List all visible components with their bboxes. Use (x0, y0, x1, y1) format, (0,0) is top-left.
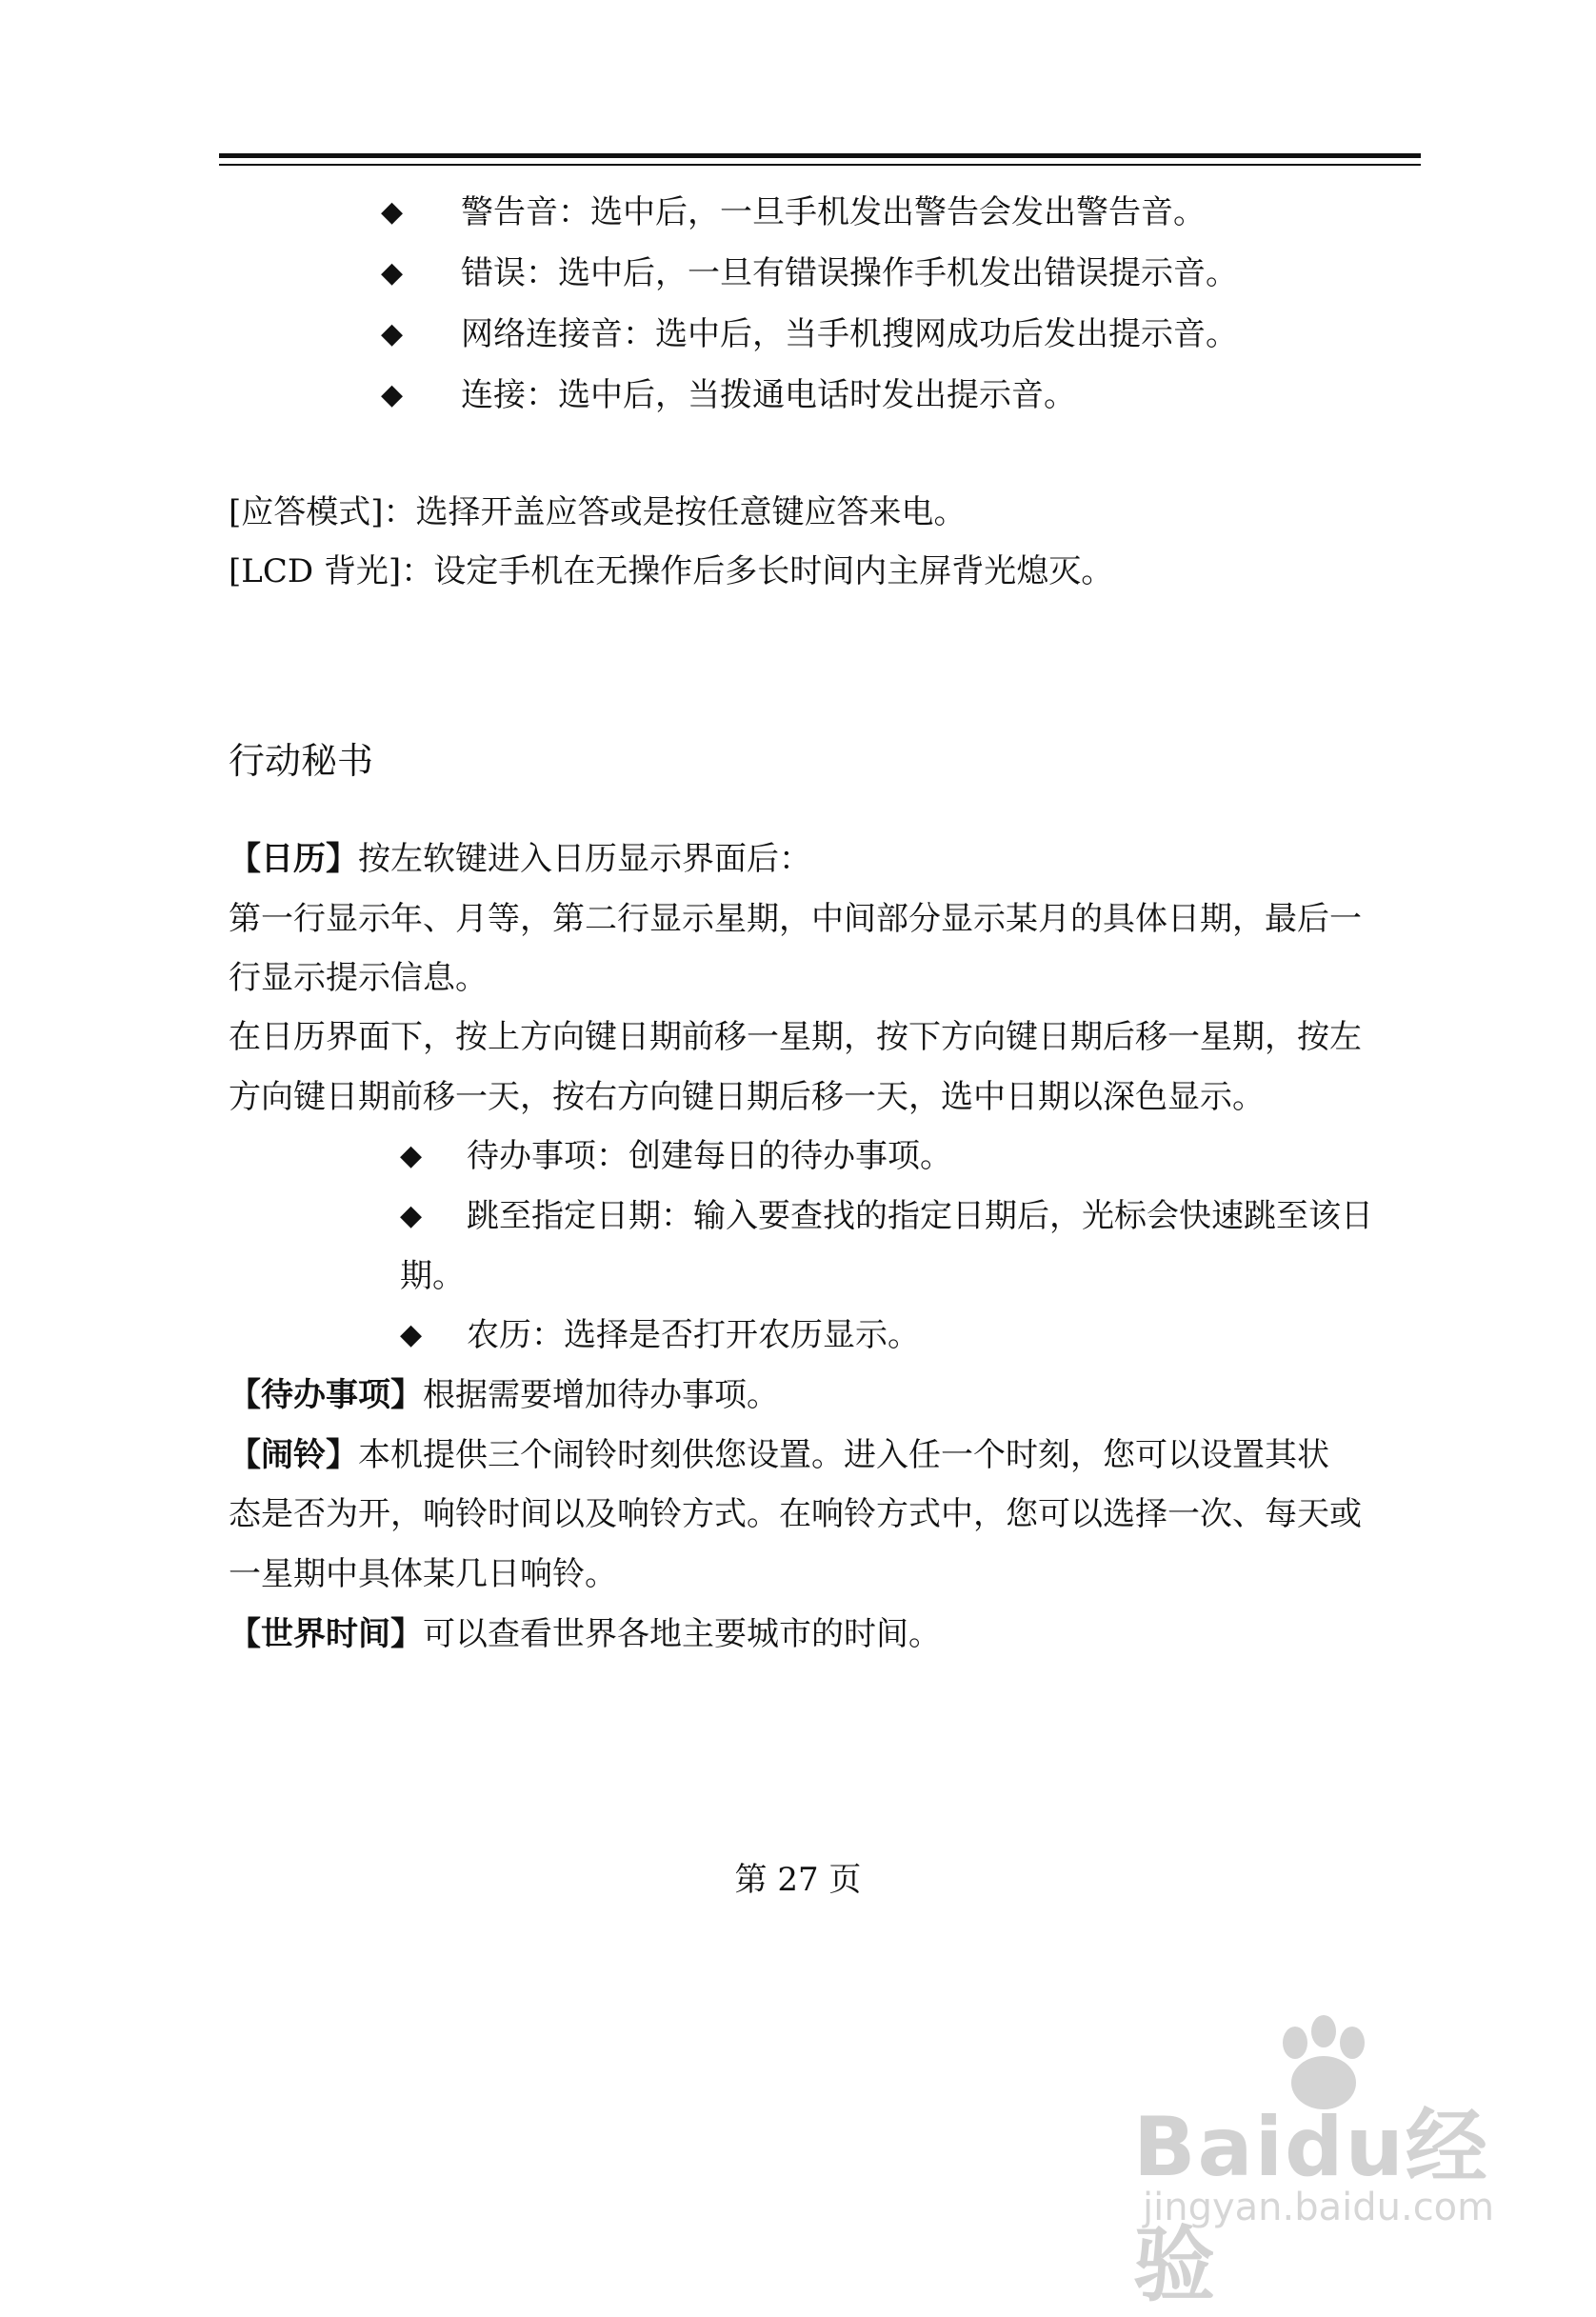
section-title: 行动秘书 (229, 740, 374, 782)
todo-label: 【待办事项】 (229, 1376, 423, 1414)
page-number: 第 27 页 (734, 1861, 862, 1899)
setting-answer-mode: [应答模式]：选择开盖应答或是按任意键应答来电。 (229, 493, 967, 531)
calendar-para2-line2: 方向键日期前移一天，按右方向键日期后移一天，选中日期以深色显示。 (229, 1078, 1265, 1116)
todo-paragraph (229, 1374, 779, 1416)
calendar-option-lunar: 农历：选择是否打开农历显示。 (467, 1316, 920, 1354)
bullet-diamond-icon: ◆ (400, 1318, 423, 1351)
calendar-para1-line1: 第一行显示年、月等，第二行显示星期，中间部分显示某月的具体日期，最后一 (229, 900, 1362, 938)
alarm-label: 【闹铃】 (229, 1436, 358, 1474)
calendar-option-jump: 跳至指定日期：输入要查找的指定日期后，光标会快速跳至该日 (467, 1197, 1373, 1235)
bullet-diamond-icon: ◆ (381, 195, 404, 229)
world-time-paragraph (229, 1613, 941, 1655)
world-time-label: 【世界时间】 (229, 1615, 423, 1653)
world-time-text: 可以查看世界各地主要城市的时间。 (423, 1615, 941, 1653)
sound-bullet-connect: 连接：选中后，当拨通电话时发出提示音。 (461, 376, 1076, 414)
calendar-intro-text: 按左软键进入日历显示界面后： (358, 840, 811, 878)
calendar-para1-line2: 行显示提示信息。 (229, 959, 488, 997)
alarm-line3: 一星期中具体某几日响铃。 (229, 1555, 617, 1593)
calendar-option-todo: 待办事项：创建每日的待办事项。 (467, 1137, 952, 1175)
calendar-intro (229, 838, 811, 880)
calendar-para2-line1: 在日历界面下，按上方向键日期前移一星期，按下方向键日期后移一星期，按左 (229, 1018, 1362, 1056)
alarm-line2: 态是否为开，响铃时间以及响铃方式。在响铃方式中，您可以选择一次、每天或 (229, 1495, 1362, 1533)
bullet-diamond-icon: ◆ (381, 317, 404, 350)
bullet-diamond-icon: ◆ (381, 256, 404, 290)
alarm-line1 (229, 1434, 1329, 1476)
sound-bullet-network: 网络连接音：选中后，当手机搜网成功后发出提示音。 (461, 315, 1238, 353)
todo-text: 根据需要增加待办事项。 (423, 1376, 779, 1414)
setting-lcd-backlight: [LCD 背光]：设定手机在无操作后多长时间内主屏背光熄灭。 (229, 552, 1114, 590)
header-rule-thin (219, 164, 1421, 166)
bullet-diamond-icon: ◆ (400, 1199, 423, 1232)
sound-bullet-warning: 警告音：选中后，一旦手机发出警告会发出警告音。 (461, 193, 1206, 231)
sound-bullet-error: 错误：选中后，一旦有错误操作手机发出错误提示音。 (461, 254, 1238, 292)
bullet-diamond-icon: ◆ (381, 378, 404, 411)
calendar-option-jump-cont: 期。 (400, 1257, 465, 1295)
watermark-url: jingyan.baidu.com (1143, 2186, 1495, 2229)
header-rule-thick (219, 153, 1421, 158)
calendar-label: 【日历】 (229, 840, 358, 878)
baidu-watermark (1133, 2014, 1514, 2313)
bullet-diamond-icon: ◆ (400, 1139, 423, 1172)
alarm-text-1: 本机提供三个闹铃时刻供您设置。进入任一个时刻，您可以设置其状 (358, 1436, 1329, 1474)
watermark-brand: Baidu经验 (1133, 2100, 1489, 2313)
